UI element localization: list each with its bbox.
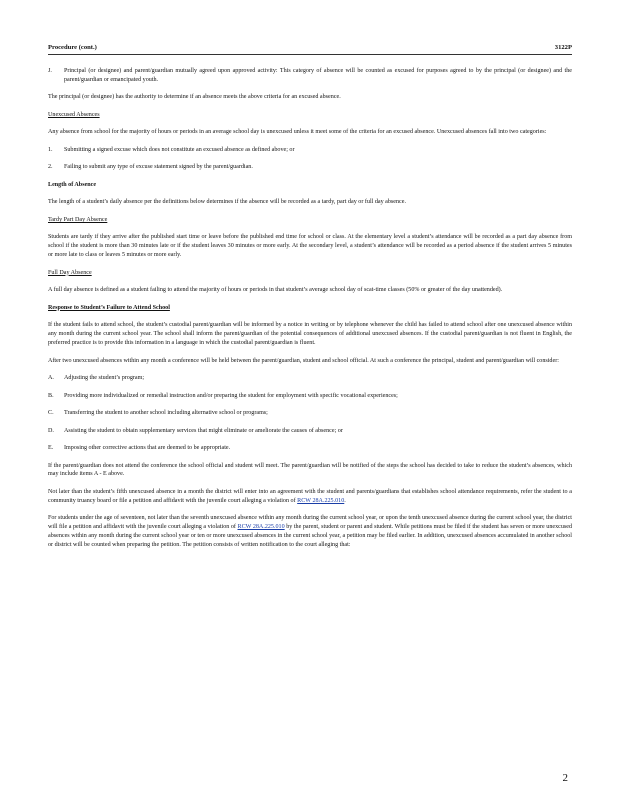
list-text: Submitting a signed excuse which does not constitute an excused absence as defined above; or: [64, 146, 295, 153]
full-day-paragraph: A full day absence is defined as a student failing to attend the majority of hours or periods in that student’s average school day of scat-time classes (50% or greater of the day unattended).: [48, 287, 503, 294]
list-item: [48, 409, 572, 418]
list-item: [48, 444, 572, 453]
list-item: [48, 392, 572, 401]
list-item: [48, 374, 572, 383]
list-item: [48, 163, 572, 172]
list-item: [48, 146, 572, 155]
list-label: E.: [48, 445, 54, 452]
list-text: Transferring the student to another school including alternative school or programs;: [64, 410, 268, 417]
list-text: Failing to submit any type of excuse statement signed by the parent/guardian.: [64, 164, 253, 171]
tardy-paragraph: Students are tardy if they arrive after the published start time or leave before the published end time for school or class. At the elementary level a student’s attendance will be recorded as a part day absence from school if the student is more than 30 minutes late or if the student leaves 30 minutes or more early. At the secondary level, a student’s attendance will be recorded as a period absence if the student arrives 5 minutes or more late to class or leaves 5 minutes or more early.: [48, 234, 572, 259]
response-heading: Response to Student’s Failure to Attend School: [48, 304, 170, 311]
list-item-j: [48, 67, 572, 85]
list-label: C.: [48, 410, 54, 417]
list-label: A.: [48, 375, 54, 382]
list-text: Assisting the student to obtain supplementary services that might eliminate or ameliorate the causes of absence; or: [64, 427, 343, 434]
list-label: J.: [48, 68, 52, 74]
page-header: [48, 44, 572, 55]
list-text: Providing more individualized or remedial instruction and/or preparing the student for employment with specific vocational experiences;: [64, 392, 398, 399]
response-paragraph-5: [48, 514, 572, 550]
list-label: D.: [48, 427, 54, 434]
header-title: Procedure (cont.): [48, 44, 97, 51]
unexcused-heading: Unexcused Absences: [48, 111, 100, 118]
policy-number: 3122P: [554, 44, 572, 51]
list-label: 2.: [48, 164, 53, 171]
list-label: B.: [48, 392, 54, 399]
tardy-heading: Tardy Part Day Absence: [48, 216, 108, 223]
unexcused-paragraph: Any absence from school for the majority of hours or periods in an average school day is unexcused unless it meet some of the criteria for an excused absence. Unexcused absences fall into two categories:: [48, 129, 547, 136]
rcw-link[interactable]: RCW 28A.225.010: [297, 497, 345, 504]
response-paragraph-2: After two unexcused absences within any month a conference will be held between the parent/guardian, student and school official. At such a conference the principal, student and parent/guardian will consider:: [48, 357, 559, 364]
response-paragraph-1: If the student fails to attend school, the student’s custodial parent/guardian will be informed by a notice in writing or by telephone whenever the child has failed to attend school after one unexcused absence within any month during the current school year. The school shall inform the parent/guardian of the potential consequences of additional unexcused absences. If the custodial parent/guardian is not fluent in English, the preferred practice is to provide this information in a language in which the custodial parent/guardian is fluent.: [48, 322, 572, 347]
paragraph-text: by the parent, student or parent and student. While petitions must be filed if the student has seven or more unexcused absences within any month during the current school year or ten or more unexcused absences in the current school year, a petition may be filed earlier. In addition, unexcused absences accumulated in another school or district will be counted when preparing the petition. The petition consists of written notification to the court alleging that:: [48, 524, 572, 549]
paragraph-text: Not later than the student’s fifth unexcused absence in a month the district will enter into an agreement with the student and parents/guardians that establishes school attendance requirements, refer the student to a community truancy board or file a petition and affidavit with the juvenile court alleging a violation of: [48, 488, 572, 504]
list-text: Principal (or designee) and parent/guardian mutually agreed upon approved activity: This category of absence will be counted as excused for purposes agreed to by the principal (or designee) and the parent/guardian or emancipated youth.: [64, 68, 572, 83]
rcw-link[interactable]: RCW 28A.225.010: [237, 524, 285, 531]
document-page: [48, 44, 572, 559]
list-label: 1.: [48, 146, 53, 153]
length-heading: Length of Absence: [48, 181, 97, 188]
list-text: Imposing other corrective actions that are deemed to be appropriate.: [64, 445, 231, 452]
list-text: Adjusting the student’s program;: [64, 375, 145, 382]
full-day-heading: Full Day Absence: [48, 269, 92, 276]
paragraph-text: For students under the age of seventeen, not later than the seventh unexcused absence within any month during the current school year, or upon the tenth unexcused absence during the current school year, the district will file a petition and affidavit with the juvenile court alleging a violation of: [48, 515, 572, 531]
response-paragraph-3: If the parent/guardian does not attend the conference the school official and student will meet. The parent/guardian will be notified of the steps the school has decided to take to reduce the student’s absences, which may include items A - E above.: [48, 462, 572, 478]
principal-paragraph: The principal (or designee) has the authority to determine if an absence meets the above criteria for an excused absence.: [48, 94, 341, 101]
page-number: 2: [562, 772, 568, 784]
response-paragraph-4: [48, 488, 572, 506]
paragraph-text: .: [344, 497, 346, 504]
list-item: [48, 427, 572, 436]
length-paragraph: The length of a student’s daily absence per the definitions below determines if the absence will be recorded as a tardy, part day or full day absence.: [48, 199, 406, 206]
